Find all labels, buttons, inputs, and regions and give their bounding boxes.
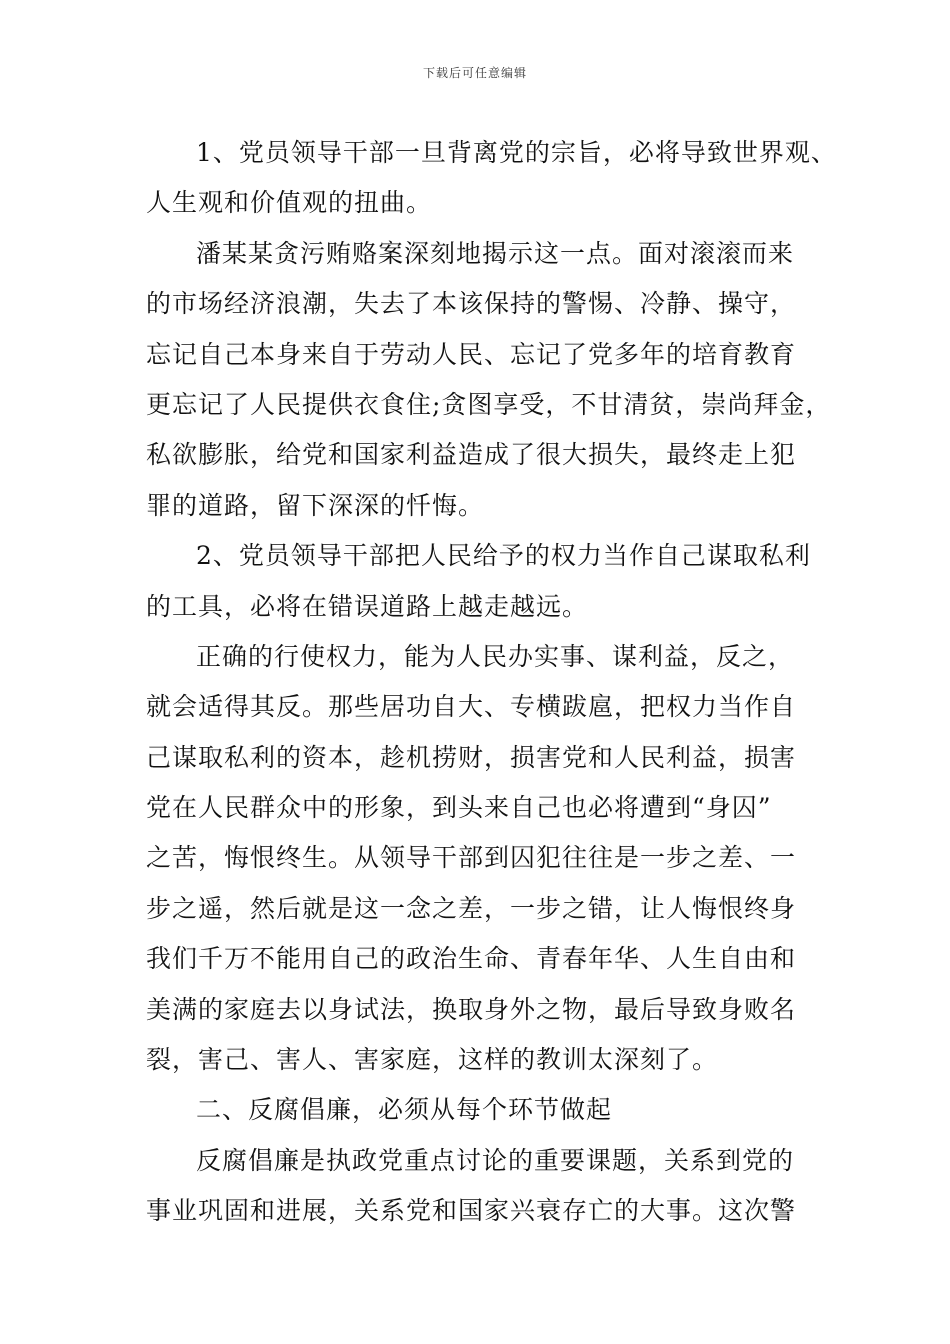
- text-line: 我们千万不能用自己的政治生命、青春年华、人生自由和: [146, 944, 797, 974]
- text-line: 己谋取私利的资本，趁机捞财，损害党和人民利益，损害: [146, 742, 797, 772]
- text-line: 步之遥，然后就是这一念之差，一步之错，让人悔恨终身: [146, 893, 797, 923]
- text-line: 的工具，必将在错误道路上越走越远。: [146, 591, 589, 621]
- text-line: 人生观和价值观的扭曲。: [146, 188, 433, 218]
- text-line: 2、党员领导干部把人民给予的权力当作自己谋取私利: [196, 541, 811, 571]
- text-line: 的市场经济浪潮，失去了本该保持的警惕、冷静、操守，: [146, 289, 797, 319]
- text-line: 事业巩固和进展，关系党和国家兴衰存亡的大事。这次警: [146, 1196, 797, 1226]
- text-line: 潘某某贪污贿赂案深刻地揭示这一点。面对滚滚而来: [196, 238, 795, 268]
- section-heading: 二、反腐倡廉，必须从每个环节做起: [196, 1095, 613, 1125]
- text-line: 裂，害己、害人、害家庭，这样的教训太深刻了。: [146, 1045, 719, 1075]
- text-line: 反腐倡廉是执政党重点讨论的重要课题，关系到党的: [196, 1145, 795, 1175]
- text-line: 之苦，悔恨终生。从领导干部到囚犯往往是一步之差、一: [146, 843, 797, 873]
- text-line: 党在人民群众中的形象，到头来自己也必将遭到“身囚”: [146, 793, 772, 823]
- text-line: 1、党员领导干部一旦背离党的宗旨，必将导致世界观、: [196, 138, 837, 167]
- text-line: 更忘记了人民提供衣食住;贪图享受，不甘清贫，崇尚拜金，: [146, 389, 832, 419]
- header-note: 下载后可任意编辑: [422, 66, 527, 80]
- text-line: 忘记自己本身来自于劳动人民、忘记了党多年的培育教育: [146, 339, 797, 369]
- document-body: [146, 128, 837, 1237]
- text-line: 私欲膨胀，给党和国家利益造成了很大损失，最终走上犯: [146, 440, 797, 470]
- text-line: 罪的道路，留下深深的忏悔。: [146, 490, 485, 520]
- text-line: 就会适得其反。那些居功自大、专横跋扈，把权力当作自: [146, 692, 797, 722]
- text-line: 正确的行使权力，能为人民办实事、谋利益，反之，: [196, 641, 795, 671]
- text-line: 美满的家庭去以身试法，换取身外之物，最后导致身败名: [146, 994, 797, 1024]
